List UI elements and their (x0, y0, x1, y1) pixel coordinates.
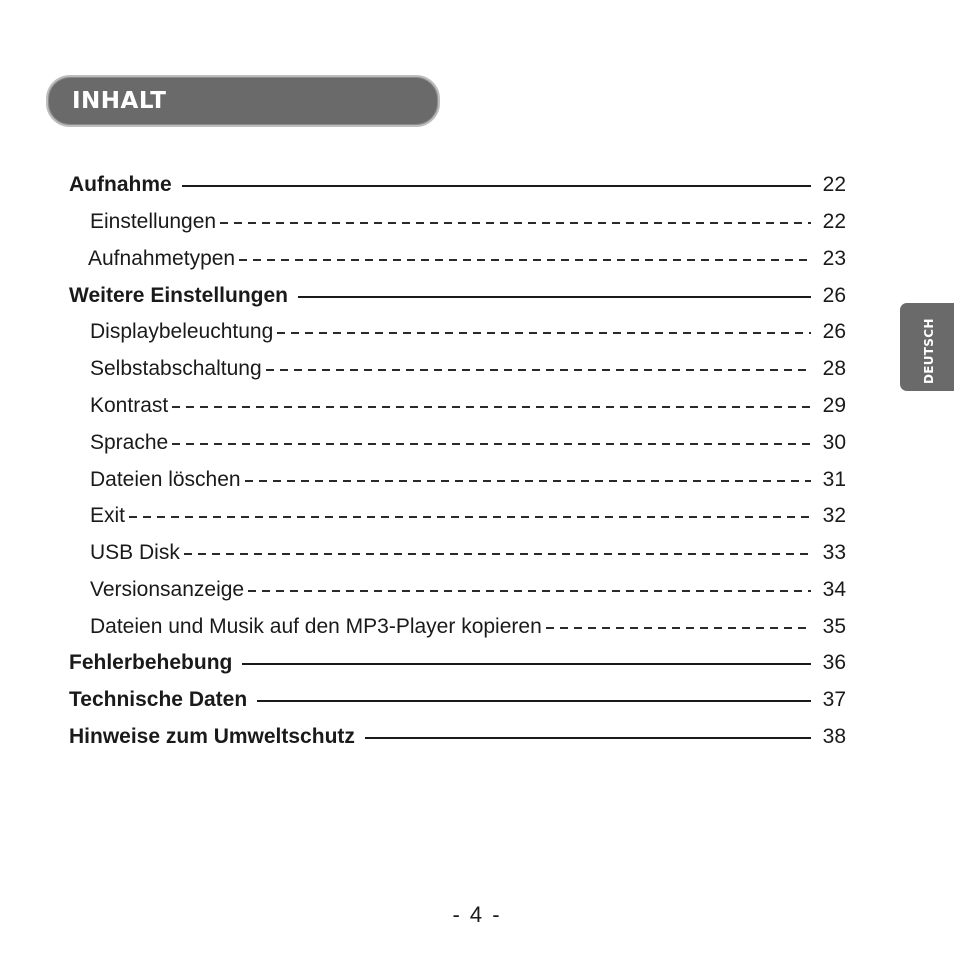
toc-entry-page: 36 (822, 651, 846, 674)
toc-entry-label: Dateien und Musik auf den MP3-Player kopieren (90, 615, 542, 638)
toc-entry-label: Technische Daten (69, 688, 248, 711)
toc-entry-page: 31 (822, 468, 846, 491)
toc-leader-line (242, 663, 810, 665)
toc-entry-page: 35 (822, 615, 846, 638)
toc-entry[interactable] (90, 538, 846, 568)
toc-leader-line (365, 737, 811, 739)
toc-entry-page: 29 (822, 394, 846, 417)
toc-entry-page: 38 (822, 725, 846, 748)
toc-entry[interactable] (90, 612, 846, 642)
toc-entry-page: 26 (822, 284, 846, 307)
toc-entry-page: 32 (822, 504, 846, 527)
toc-entry-label: Selbstabschaltung (90, 357, 262, 380)
toc-entry[interactable] (90, 354, 846, 384)
page-number: - 4 - (452, 902, 502, 927)
toc-entry-page: 22 (822, 173, 846, 196)
toc-entry-label: Fehlerbehebung (69, 651, 233, 674)
toc-leader-dashes (172, 443, 810, 445)
toc-entry-page: 33 (822, 541, 846, 564)
toc-entry-label: Dateien löschen (90, 468, 241, 491)
toc-leader-dashes (245, 480, 811, 482)
toc-entry[interactable] (69, 281, 846, 311)
toc-leader-dashes (266, 369, 811, 371)
toc-entry[interactable] (69, 722, 846, 752)
toc-entry[interactable] (90, 575, 846, 605)
toc-leader-dashes (129, 516, 811, 518)
toc-entry-label: Aufnahmetypen (88, 247, 236, 270)
toc-entry-label: Kontrast (90, 394, 169, 417)
toc-entry[interactable] (69, 685, 846, 715)
toc-leader-dashes (546, 627, 811, 629)
toc-entry-page: 37 (822, 688, 846, 711)
toc-leader-dashes (220, 222, 811, 224)
toc-leader-dashes (172, 406, 810, 408)
language-tab-label: DEUTSCH (922, 318, 936, 384)
toc-entry-label: Exit (90, 504, 126, 527)
toc-entry-label: Sprache (90, 431, 169, 454)
toc-entry-label: Einstellungen (90, 210, 217, 233)
language-tab (900, 303, 954, 391)
section-title: INHALT (72, 88, 167, 114)
toc-entry-page: 23 (822, 247, 846, 270)
toc-leader-dashes (248, 590, 811, 592)
section-header (46, 75, 440, 127)
toc-leader-line (298, 296, 811, 298)
toc-entry-page: 30 (822, 431, 846, 454)
toc-entry[interactable] (90, 317, 846, 347)
toc-entry[interactable] (69, 648, 846, 678)
toc-entry[interactable] (69, 170, 846, 200)
toc-leader-line (182, 185, 811, 187)
toc-leader-dashes (184, 553, 811, 555)
toc-entry[interactable] (90, 391, 846, 421)
toc-entry[interactable] (88, 244, 846, 274)
toc-entry-label: Aufnahme (69, 173, 172, 196)
toc-entry-label: Weitere Einstellungen (69, 284, 288, 307)
toc-entry-label: USB Disk (90, 541, 180, 564)
toc-entry-label: Hinweise zum Umweltschutz (69, 725, 355, 748)
toc-entry[interactable] (90, 207, 846, 237)
toc-entry-page: 26 (822, 320, 846, 343)
toc-entry-page: 28 (822, 357, 846, 380)
toc-leader-dashes (239, 259, 811, 261)
toc-leader-dashes (277, 332, 810, 334)
toc-entry-label: Displaybeleuchtung (90, 320, 274, 343)
toc-entry[interactable] (90, 501, 846, 531)
toc-entry-label: Versionsanzeige (90, 578, 245, 601)
toc-entry[interactable] (90, 428, 846, 458)
toc-leader-line (257, 700, 810, 702)
toc-entry-page: 34 (822, 578, 846, 601)
toc-entry[interactable] (90, 465, 846, 495)
toc-entry-page: 22 (822, 210, 846, 233)
